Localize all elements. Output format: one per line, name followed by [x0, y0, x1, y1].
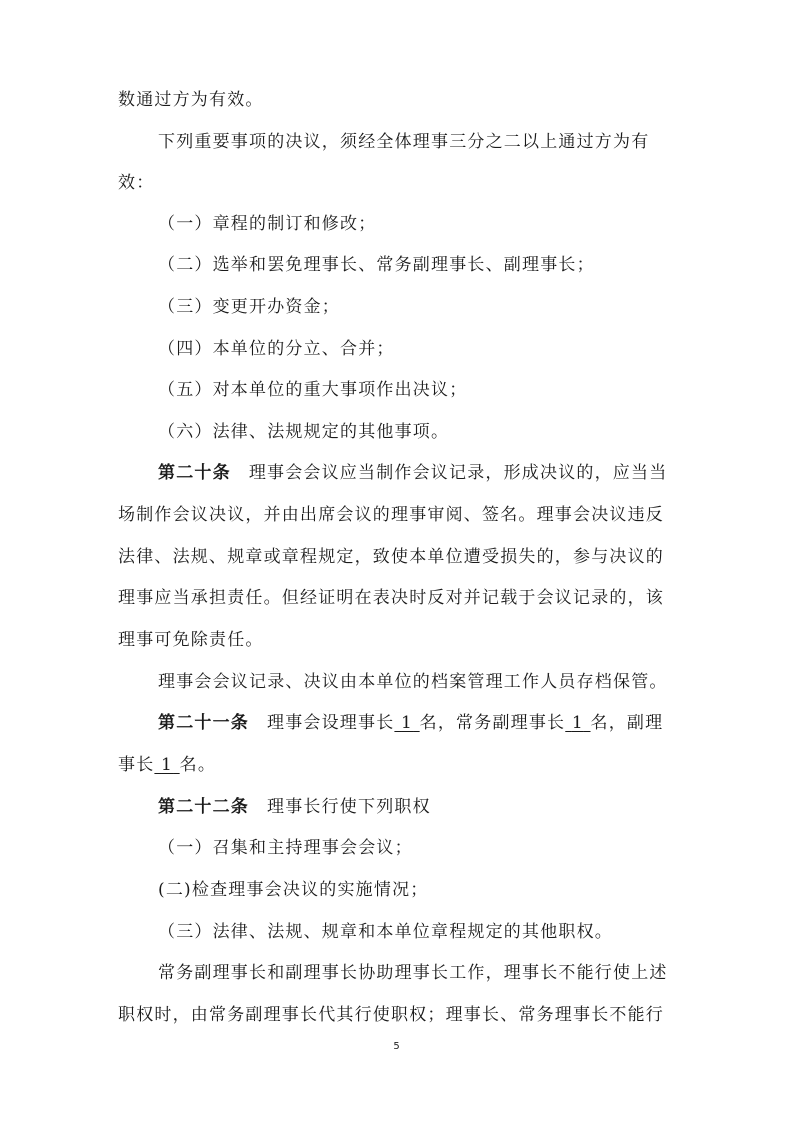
list-item: （三）法律、法规、规章和本单位章程规定的其他职权。: [158, 922, 613, 942]
list-item: （二）选举和罢免理事长、常务副理事长、副理事长；: [158, 255, 595, 275]
paragraph-line: 事长: [118, 755, 155, 775]
article-22-text: 理事长行使下列职权: [267, 797, 431, 817]
article-22-title: 第二十二条: [158, 797, 249, 817]
list-item: (二)检查理事会决议的实施情况；: [158, 880, 429, 900]
paragraph-line: 理事应当承担责任。但经证明在表决时反对并记载于会议记录的，该: [118, 588, 664, 608]
paragraph-line: 下列重要事项的决议，须经全体理事三分之二以上通过方为有: [158, 132, 650, 152]
paragraph-line: 理事可免除责任。: [118, 630, 264, 650]
page-number: 5: [393, 1041, 400, 1052]
paragraph-line: 理事会会议应当制作会议记录，形成决议的，应当当: [248, 463, 668, 483]
list-item: （三）变更开办资金；: [158, 297, 340, 317]
list-item: （一）章程的制订和修改；: [158, 214, 377, 234]
paragraph-line: 数通过方为有效。: [118, 90, 264, 110]
article-21-first-line: [158, 712, 678, 734]
chair-count: 1: [401, 713, 414, 733]
article-20-title: 第二十条: [158, 463, 231, 483]
vice-chair-count: 1: [161, 755, 174, 775]
list-item: （五）对本单位的重大事项作出决议；: [158, 380, 468, 400]
paragraph-line: 常务副理事长和副理事长协助理事长工作，理事长不能行使上述: [158, 963, 668, 983]
article-21-text: 名，常务副理事长: [419, 713, 566, 733]
article-21-text: 名，副理: [590, 713, 664, 733]
article-21-text: 名。: [179, 755, 217, 775]
article-21-title: 第二十一条: [158, 713, 249, 733]
paragraph-line: 理事会会议记录、决议由本单位的档案管理工作人员存档保管。: [158, 672, 668, 692]
article-21-second-line: [118, 754, 678, 776]
paragraph-line: 职权时，由常务副理事长代其行使职权；理事长、常务理事长不能行: [118, 1005, 664, 1025]
exec-vice-chair-count: 1: [571, 713, 584, 733]
article-20-first-line: [158, 462, 678, 484]
article-21-text: 理事会设理事长: [267, 713, 395, 733]
paragraph-line: 场制作会议决议，并由出席会议的理事审阅、签名。理事会决议违反: [118, 505, 664, 525]
article-22-first-line: [158, 796, 678, 818]
paragraph-line: 法律、法规、规章或章程规定，致使本单位遭受损失的，参与决议的: [118, 547, 664, 567]
list-item: （一）召集和主持理事会会议；: [158, 838, 413, 858]
paragraph-line: 效：: [118, 173, 155, 193]
list-item: （六）法律、法规规定的其他事项。: [158, 422, 450, 442]
list-item: （四）本单位的分立、合并；: [158, 339, 395, 359]
